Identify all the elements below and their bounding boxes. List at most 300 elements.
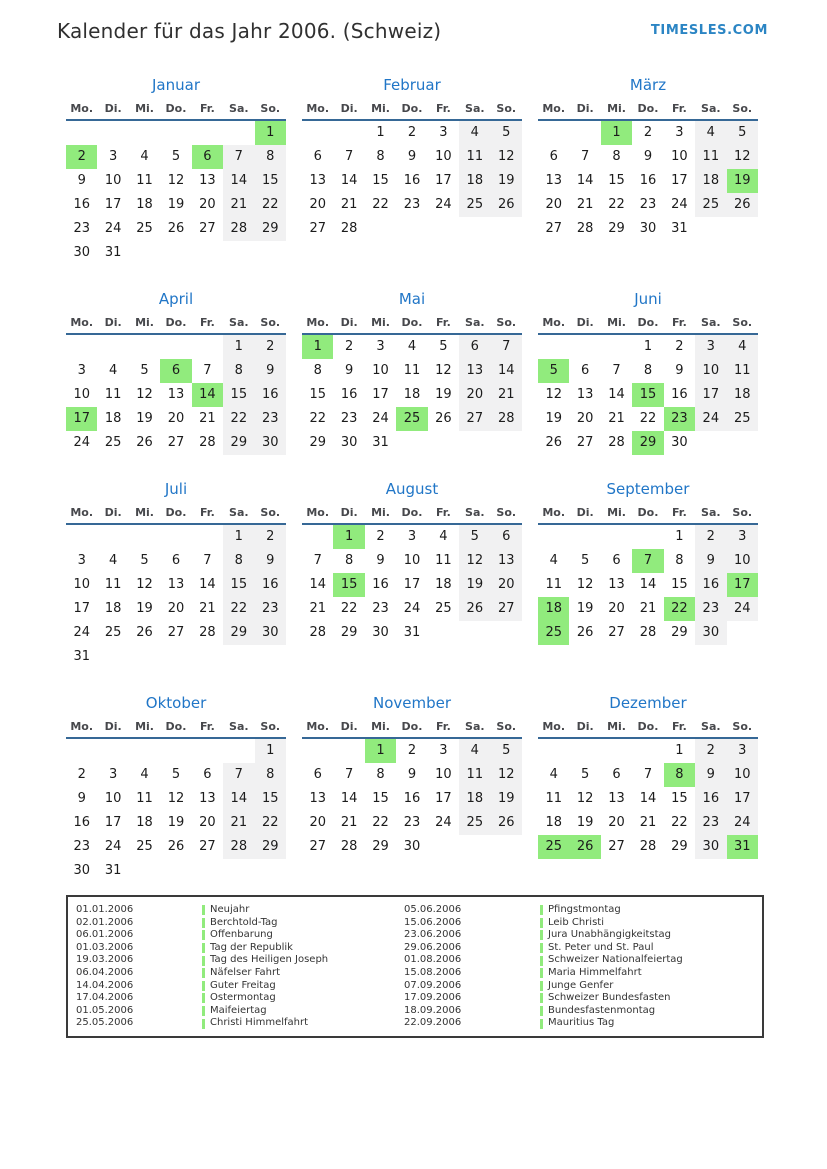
empty-day-cell: [97, 525, 128, 549]
empty-day-cell: [428, 621, 459, 645]
day-cell: 14: [192, 383, 223, 407]
day-cell: 26: [545, 435, 562, 450]
day-cell: 13: [167, 577, 185, 592]
day-cell: 17: [671, 173, 688, 188]
weekday-label: Do.: [401, 719, 423, 733]
weekday-label: Mi.: [607, 719, 626, 733]
month-title[interactable]: Dezember: [609, 694, 687, 712]
legend-holiday-name: Bundesfastenmontag: [548, 1004, 656, 1016]
empty-day-cell: [160, 645, 191, 669]
day-cell: 3: [727, 525, 758, 549]
page-title: Kalender für das Jahr 2006. (Schweiz): [57, 19, 442, 43]
week-row: [66, 763, 286, 787]
legend-date: 15.06.2006: [404, 916, 462, 928]
empty-day-cell: [459, 217, 490, 241]
holiday-marker-icon: [202, 930, 205, 940]
day-cell: 2: [376, 529, 385, 544]
day-cell: 22: [255, 811, 286, 835]
month-title[interactable]: Juli: [164, 480, 188, 498]
day-cell: 4: [108, 553, 118, 568]
day-cell: 24: [104, 839, 122, 854]
day-cell: 14: [639, 577, 657, 592]
day-cell: 9: [675, 363, 684, 378]
empty-day-cell: [66, 525, 97, 549]
day-cell: 19: [491, 169, 522, 193]
day-cell: 14: [340, 173, 358, 188]
day-cell: 18: [545, 815, 562, 830]
legend-entry: [202, 1005, 404, 1018]
day-cell: 21: [340, 815, 358, 830]
day-cell: 21: [223, 193, 254, 217]
day-cell: 21: [309, 601, 326, 616]
day-cell: 16: [73, 197, 90, 212]
day-cell: 7: [223, 763, 254, 787]
weekday-label: Sa.: [701, 101, 721, 115]
day-cell: 9: [376, 553, 385, 568]
day-cell: 24: [695, 407, 726, 431]
month-title[interactable]: April: [158, 290, 194, 308]
legend-holiday-name: Pfingstmontag: [548, 904, 621, 915]
weekday-label: Do.: [401, 315, 423, 329]
week-row: [538, 359, 758, 383]
weekday-label: So.: [260, 505, 281, 519]
day-cell: 23: [403, 197, 421, 212]
weekday-label: Sa.: [701, 719, 721, 733]
day-cell: 7: [344, 149, 354, 164]
day-cell: 17: [727, 787, 758, 811]
day-cell: 22: [639, 411, 657, 426]
day-cell: 16: [403, 791, 421, 806]
weekday-label: Fr.: [671, 719, 687, 733]
day-cell: 30: [255, 621, 286, 645]
day-cell: 20: [167, 601, 185, 616]
holiday-marker-icon: [202, 981, 205, 991]
day-cell: 12: [435, 363, 452, 378]
day-cell: 3: [77, 363, 86, 378]
day-cell: 7: [203, 553, 212, 568]
day-cell: 21: [491, 383, 522, 407]
weekday-label: So.: [496, 315, 517, 329]
day-cell: 11: [459, 145, 490, 169]
weekday-label: Di.: [104, 505, 122, 519]
day-cell: 30: [255, 431, 286, 455]
month-title[interactable]: August: [385, 480, 439, 498]
day-cell: 17: [727, 573, 758, 597]
month-title[interactable]: März: [629, 76, 667, 94]
month-märz: [538, 75, 758, 241]
day-cell: 8: [223, 549, 254, 573]
day-cell: 19: [576, 601, 594, 616]
day-cell: 1: [365, 739, 396, 763]
month-title[interactable]: Januar: [152, 76, 200, 94]
day-cell: 20: [608, 815, 625, 830]
day-cell: 5: [171, 149, 181, 164]
weekday-label: Sa.: [229, 719, 249, 733]
day-cell: 4: [549, 767, 558, 782]
day-cell: 15: [372, 791, 389, 806]
weekday-header-row: [538, 97, 758, 119]
day-cell: 11: [459, 763, 490, 787]
empty-day-cell: [223, 859, 254, 883]
empty-day-cell: [601, 739, 632, 763]
legend-entry: [540, 1017, 756, 1030]
day-cell: 27: [459, 407, 490, 431]
empty-day-cell: [160, 121, 191, 145]
week-row: [302, 217, 522, 241]
legend-holiday-name: St. Peter und St. Paul: [548, 941, 654, 953]
holiday-legend: [66, 895, 764, 1038]
legend-date: 07.09.2006: [404, 979, 462, 991]
legend-date: 23.06.2006: [404, 929, 462, 941]
day-cell: 19: [435, 387, 452, 402]
day-cell: 4: [108, 363, 118, 378]
weekday-label: Fr.: [199, 719, 215, 733]
day-cell: 23: [372, 601, 389, 616]
day-cell: 10: [372, 363, 389, 378]
day-cell: 23: [664, 407, 695, 431]
week-row: [302, 621, 522, 645]
week-row: [66, 169, 286, 193]
weekday-label: So.: [732, 719, 753, 733]
day-cell: 28: [223, 835, 254, 859]
day-cell: 5: [491, 739, 522, 763]
weekday-label: Fr.: [199, 315, 215, 329]
legend-holiday-name: Maria Himmelfahrt: [548, 966, 642, 978]
legend-holiday-name: Ostermontag: [210, 992, 276, 1004]
day-cell: 10: [727, 763, 758, 787]
day-cell: 1: [643, 339, 653, 354]
day-cell: 12: [491, 145, 522, 169]
month-dezember: [538, 693, 758, 859]
day-cell: 15: [608, 173, 625, 188]
day-cell: 19: [491, 787, 522, 811]
day-cell: 11: [545, 791, 562, 806]
day-cell: 29: [372, 839, 389, 854]
weekday-header-row: [302, 715, 522, 737]
day-cell: 25: [136, 221, 153, 236]
day-cell: 12: [167, 173, 185, 188]
day-cell: 11: [136, 791, 153, 806]
week-row: [302, 121, 522, 145]
legend-entry: [202, 917, 404, 930]
holiday-marker-icon: [540, 930, 543, 940]
legend-holiday-name: Schweizer Bundesfasten: [548, 992, 671, 1004]
holiday-marker-icon: [540, 943, 543, 953]
weekday-label: So.: [732, 505, 753, 519]
empty-day-cell: [66, 739, 97, 763]
empty-day-cell: [192, 739, 223, 763]
day-cell: 12: [491, 763, 522, 787]
weekday-label: Do.: [637, 101, 659, 115]
day-cell: 26: [491, 193, 522, 217]
weekday-label: So.: [496, 719, 517, 733]
week-row: [302, 359, 522, 383]
day-cell: 13: [199, 173, 216, 188]
day-cell: 11: [136, 173, 153, 188]
day-cell: 8: [664, 763, 695, 787]
legend-date: 14.04.2006: [76, 979, 134, 991]
day-cell: 8: [255, 763, 286, 787]
empty-day-cell: [459, 621, 490, 645]
weekday-label: Fr.: [671, 101, 687, 115]
day-cell: 9: [77, 791, 86, 806]
month-title[interactable]: November: [372, 694, 452, 712]
day-cell: 25: [104, 435, 122, 450]
day-cell: 25: [459, 811, 490, 835]
week-row: [66, 121, 286, 145]
day-cell: 8: [675, 553, 684, 568]
day-cell: 3: [108, 767, 118, 782]
legend-holiday-name: Junge Genfer: [548, 979, 614, 991]
day-cell: 10: [695, 359, 726, 383]
day-cell: 31: [104, 863, 122, 878]
week-row: [302, 763, 522, 787]
weekday-label: Di.: [576, 101, 594, 115]
day-cell: 26: [569, 835, 600, 859]
weekday-label: Mo.: [306, 505, 330, 519]
empty-day-cell: [160, 859, 191, 883]
day-cell: 2: [643, 125, 653, 140]
day-cell: 4: [140, 767, 149, 782]
day-cell: 7: [580, 149, 590, 164]
day-cell: 10: [73, 577, 90, 592]
empty-day-cell: [428, 431, 459, 455]
empty-day-cell: [491, 835, 522, 859]
day-cell: 13: [459, 359, 490, 383]
day-cell: 28: [608, 435, 625, 450]
week-row: [302, 787, 522, 811]
month-title[interactable]: Oktober: [145, 694, 207, 712]
day-cell: 1: [255, 739, 286, 763]
day-cell: 16: [671, 387, 688, 402]
month-title[interactable]: September: [606, 480, 690, 498]
day-cell: 6: [612, 767, 621, 782]
day-cell: 29: [671, 839, 688, 854]
week-row: [538, 145, 758, 169]
week-row: [302, 335, 522, 359]
day-cell: 2: [675, 339, 684, 354]
day-cell: 6: [491, 525, 522, 549]
empty-day-cell: [491, 621, 522, 645]
week-row: [66, 739, 286, 763]
day-cell: 14: [576, 173, 594, 188]
weekday-header-row: [66, 97, 286, 119]
weekday-label: Di.: [576, 719, 594, 733]
day-cell: 27: [167, 435, 185, 450]
day-cell: 23: [73, 839, 90, 854]
day-cell: 7: [632, 549, 663, 573]
empty-day-cell: [727, 621, 758, 645]
day-cell: 12: [545, 387, 562, 402]
day-cell: 11: [104, 577, 122, 592]
month-title[interactable]: Juni: [634, 290, 662, 308]
day-cell: 14: [491, 359, 522, 383]
day-cell: 18: [136, 815, 153, 830]
day-cell: 25: [459, 193, 490, 217]
day-cell: 30: [695, 835, 726, 859]
week-row: [538, 573, 758, 597]
legend-holiday-name: Berchtold-Tag: [210, 916, 278, 928]
day-cell: 11: [727, 359, 758, 383]
day-cell: 16: [255, 573, 286, 597]
empty-day-cell: [129, 739, 160, 763]
month-title[interactable]: Februar: [383, 76, 441, 94]
empty-day-cell: [160, 525, 191, 549]
empty-day-cell: [491, 217, 522, 241]
day-cell: 6: [580, 363, 590, 378]
empty-day-cell: [727, 431, 758, 455]
legend-date: 22.09.2006: [404, 1017, 462, 1029]
week-row: [66, 145, 286, 169]
empty-day-cell: [97, 335, 128, 359]
empty-day-cell: [129, 645, 160, 669]
empty-day-cell: [396, 431, 427, 455]
day-cell: 9: [255, 549, 286, 573]
day-cell: 17: [695, 383, 726, 407]
empty-day-cell: [129, 121, 160, 145]
week-row: [538, 217, 758, 241]
day-cell: 10: [435, 149, 452, 164]
week-row: [538, 193, 758, 217]
day-cell: 24: [104, 221, 122, 236]
weekday-label: Di.: [340, 315, 358, 329]
day-cell: 28: [340, 839, 358, 854]
day-cell: 7: [643, 767, 653, 782]
day-cell: 22: [340, 601, 358, 616]
legend-date: 18.09.2006: [404, 1004, 462, 1016]
day-cell: 18: [538, 597, 569, 621]
day-cell: 15: [671, 791, 688, 806]
weekday-label: Mi.: [371, 315, 390, 329]
day-cell: 15: [255, 169, 286, 193]
day-cell: 22: [664, 597, 695, 621]
day-cell: 18: [104, 411, 122, 426]
day-cell: 22: [223, 407, 254, 431]
day-cell: 8: [376, 149, 385, 164]
legend-date: 06.04.2006: [76, 966, 134, 978]
weekday-label: Sa.: [465, 719, 485, 733]
day-cell: 30: [340, 435, 358, 450]
week-row: [302, 835, 522, 859]
day-cell: 29: [255, 217, 286, 241]
day-cell: 3: [439, 125, 448, 140]
day-cell: 5: [140, 363, 149, 378]
empty-day-cell: [333, 121, 364, 145]
day-cell: 18: [136, 197, 153, 212]
day-cell: 4: [459, 121, 490, 145]
day-cell: 26: [727, 193, 758, 217]
day-cell: 8: [223, 359, 254, 383]
day-cell: 12: [136, 387, 153, 402]
legend-entry: [540, 1005, 756, 1018]
day-cell: 27: [199, 839, 216, 854]
empty-day-cell: [727, 217, 758, 241]
legend-date: 01.08.2006: [404, 954, 462, 966]
day-cell: 17: [435, 791, 452, 806]
weekday-label: Mi.: [135, 505, 154, 519]
day-cell: 9: [77, 173, 86, 188]
day-cell: 2: [407, 743, 417, 758]
week-row: [538, 431, 758, 455]
weekday-label: Mi.: [607, 315, 626, 329]
weekday-label: Fr.: [435, 101, 451, 115]
day-cell: 8: [612, 149, 621, 164]
holiday-marker-icon: [540, 956, 543, 966]
empty-day-cell: [255, 645, 286, 669]
week-row: [302, 431, 522, 455]
weekday-label: Sa.: [229, 315, 249, 329]
day-cell: 2: [255, 525, 286, 549]
month-title[interactable]: Mai: [398, 290, 426, 308]
month-mai: [302, 289, 522, 455]
day-cell: 18: [727, 383, 758, 407]
legend-holiday-name: Näfelser Fahrt: [210, 966, 281, 978]
day-cell: 23: [639, 197, 657, 212]
day-cell: 24: [727, 597, 758, 621]
legend-holiday-name: Offenbarung: [210, 929, 273, 941]
day-cell: 3: [108, 149, 118, 164]
legend-holiday-name: Tag der Republik: [210, 941, 293, 953]
empty-day-cell: [302, 525, 333, 549]
weekday-label: Fr.: [671, 315, 687, 329]
day-cell: 13: [608, 577, 625, 592]
day-cell: 15: [671, 577, 688, 592]
day-cell: 23: [340, 411, 358, 426]
day-cell: 2: [77, 767, 86, 782]
weekday-label: Di.: [104, 315, 122, 329]
weekday-label: Fr.: [671, 505, 687, 519]
legend-entry: [540, 904, 756, 917]
legend-date: 01.05.2006: [76, 1004, 134, 1016]
empty-day-cell: [302, 121, 333, 145]
day-cell: 24: [73, 625, 90, 640]
week-row: [66, 859, 286, 883]
legend-date: 02.01.2006: [76, 916, 134, 928]
legend-date: 19.03.2006: [76, 954, 134, 966]
brand-link[interactable]: TIMESLES.COM: [650, 23, 768, 38]
day-cell: 26: [136, 625, 153, 640]
weekday-header-row: [66, 715, 286, 737]
weekday-label: Mi.: [371, 101, 390, 115]
day-cell: 3: [695, 335, 726, 359]
weekday-label: So.: [496, 505, 517, 519]
legend-holiday-name: Jura Unabhängigkeitstag: [548, 929, 672, 941]
day-cell: 2: [255, 335, 286, 359]
holiday-marker-icon: [540, 1019, 543, 1029]
week-row: [66, 359, 286, 383]
day-cell: 31: [403, 625, 421, 640]
legend-holiday-name: Maifeiertag: [210, 1004, 267, 1016]
day-cell: 16: [639, 173, 657, 188]
empty-day-cell: [459, 835, 490, 859]
day-cell: 17: [73, 601, 90, 616]
weekday-label: Do.: [165, 505, 187, 519]
day-cell: 19: [459, 573, 490, 597]
week-row: [66, 645, 286, 669]
day-cell: 1: [333, 525, 364, 549]
weekday-header-row: [66, 311, 286, 333]
day-cell: 30: [73, 863, 90, 878]
day-cell: 3: [77, 553, 86, 568]
day-cell: 24: [727, 811, 758, 835]
day-cell: 24: [671, 197, 688, 212]
weekday-label: Mo.: [306, 719, 330, 733]
day-cell: 14: [639, 791, 657, 806]
legend-holiday-name: Guter Freitag: [210, 979, 276, 991]
day-cell: 17: [104, 197, 122, 212]
empty-day-cell: [569, 121, 600, 145]
weekday-label: Do.: [637, 719, 659, 733]
